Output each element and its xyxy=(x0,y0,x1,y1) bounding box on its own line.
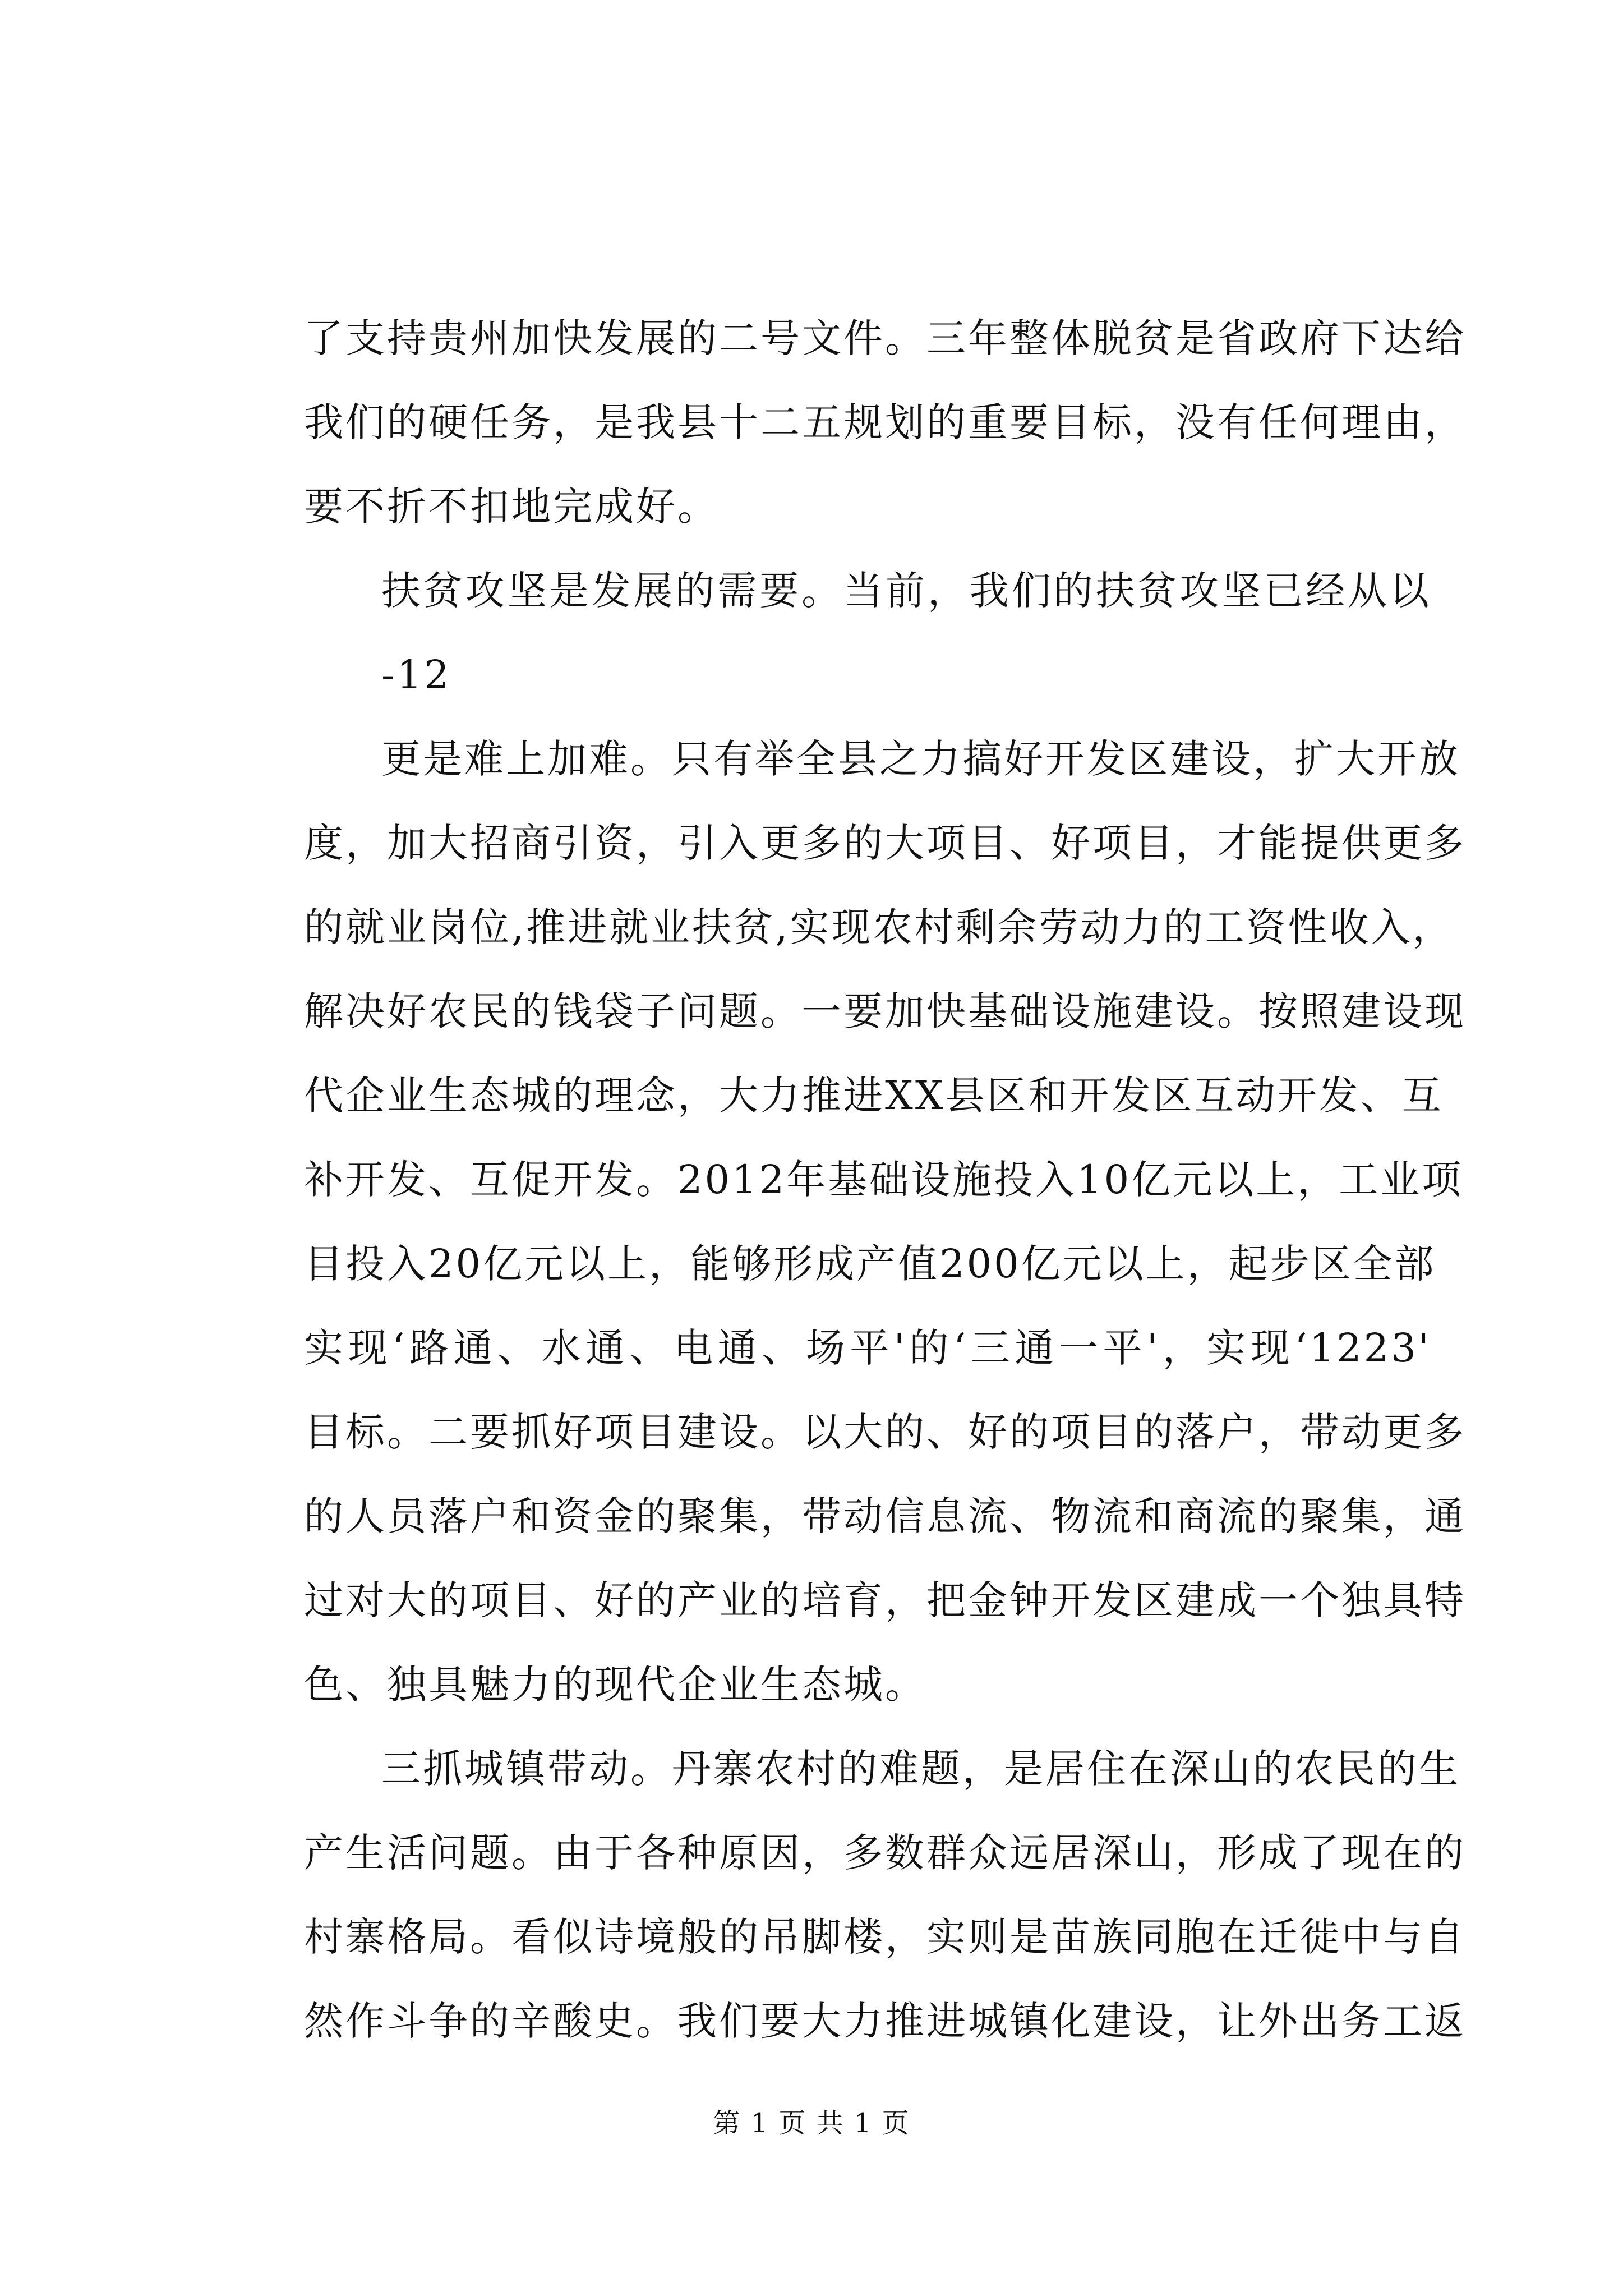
text-line: -12 xyxy=(381,652,451,698)
text-line: 实现‘路通、水通、电通、场平'的‘三通一平'，实现‘1223' xyxy=(304,1325,1431,1371)
page-footer: 第 1 页 共 1 页 xyxy=(713,2108,910,2139)
text-line: 我们的硬任务，是我县十二五规划的重要目标，没有任何理由， xyxy=(304,399,1466,445)
text-line: 色、独具魅力的现代企业生态城。 xyxy=(304,1662,926,1708)
text-line: 了支持贵州加快发展的二号文件。三年整体脱贫是省政府下达给 xyxy=(304,315,1466,361)
text-line: 度，加大招商引资，引入更多的大项目、好项目，才能提供更多 xyxy=(304,820,1466,866)
document-body xyxy=(304,296,1466,2063)
text-line: 代企业生态城的理念，大力推进XX县区和开发区互动开发、互 xyxy=(304,1073,1444,1119)
text-line: 更是难上加难。只有举全县之力搞好开发区建设，扩大开放 xyxy=(381,736,1460,782)
text-line: 过对大的项目、好的产业的培育，把金钟开发区建成一个独具特 xyxy=(304,1577,1466,1623)
text-line: 要不折不扣地完成好。 xyxy=(304,484,719,530)
text-line: 补开发、互促开发。2012年基础设施投入10亿元以上，工业项 xyxy=(304,1157,1464,1203)
text-line: 的人员落户和资金的聚集，带动信息流、物流和商流的聚集，通 xyxy=(304,1493,1466,1539)
text-line: 目投入20亿元以上，能够形成产值200亿元以上，起步区全部 xyxy=(304,1241,1436,1287)
text-line: 产生活问题。由于各种原因，多数群众远居深山，形成了现在的 xyxy=(304,1830,1466,1876)
text-line: 三抓城镇带动。丹寨农村的难题，是居住在深山的农民的生 xyxy=(381,1746,1460,1792)
text-line: 然作斗争的辛酸史。我们要大力推进城镇化建设，让外出务工返 xyxy=(304,1998,1466,2044)
text-line: 扶贫攻坚是发展的需要。当前，我们的扶贫攻坚已经从以 xyxy=(381,568,1431,614)
text-line: 解决好农民的钱袋子问题。一要加快基础设施建设。按照建设现 xyxy=(304,988,1466,1034)
text-line: 目标。二要抓好项目建设。以大的、好的项目的落户，带动更多 xyxy=(304,1409,1466,1455)
text-line: 村寨格局。看似诗境般的吊脚楼，实则是苗族同胞在迁徙中与自 xyxy=(304,1914,1466,1960)
text-line: 的就业岗位,推进就业扶贫,实现农村剩余劳动力的工资性收入， xyxy=(304,904,1454,950)
